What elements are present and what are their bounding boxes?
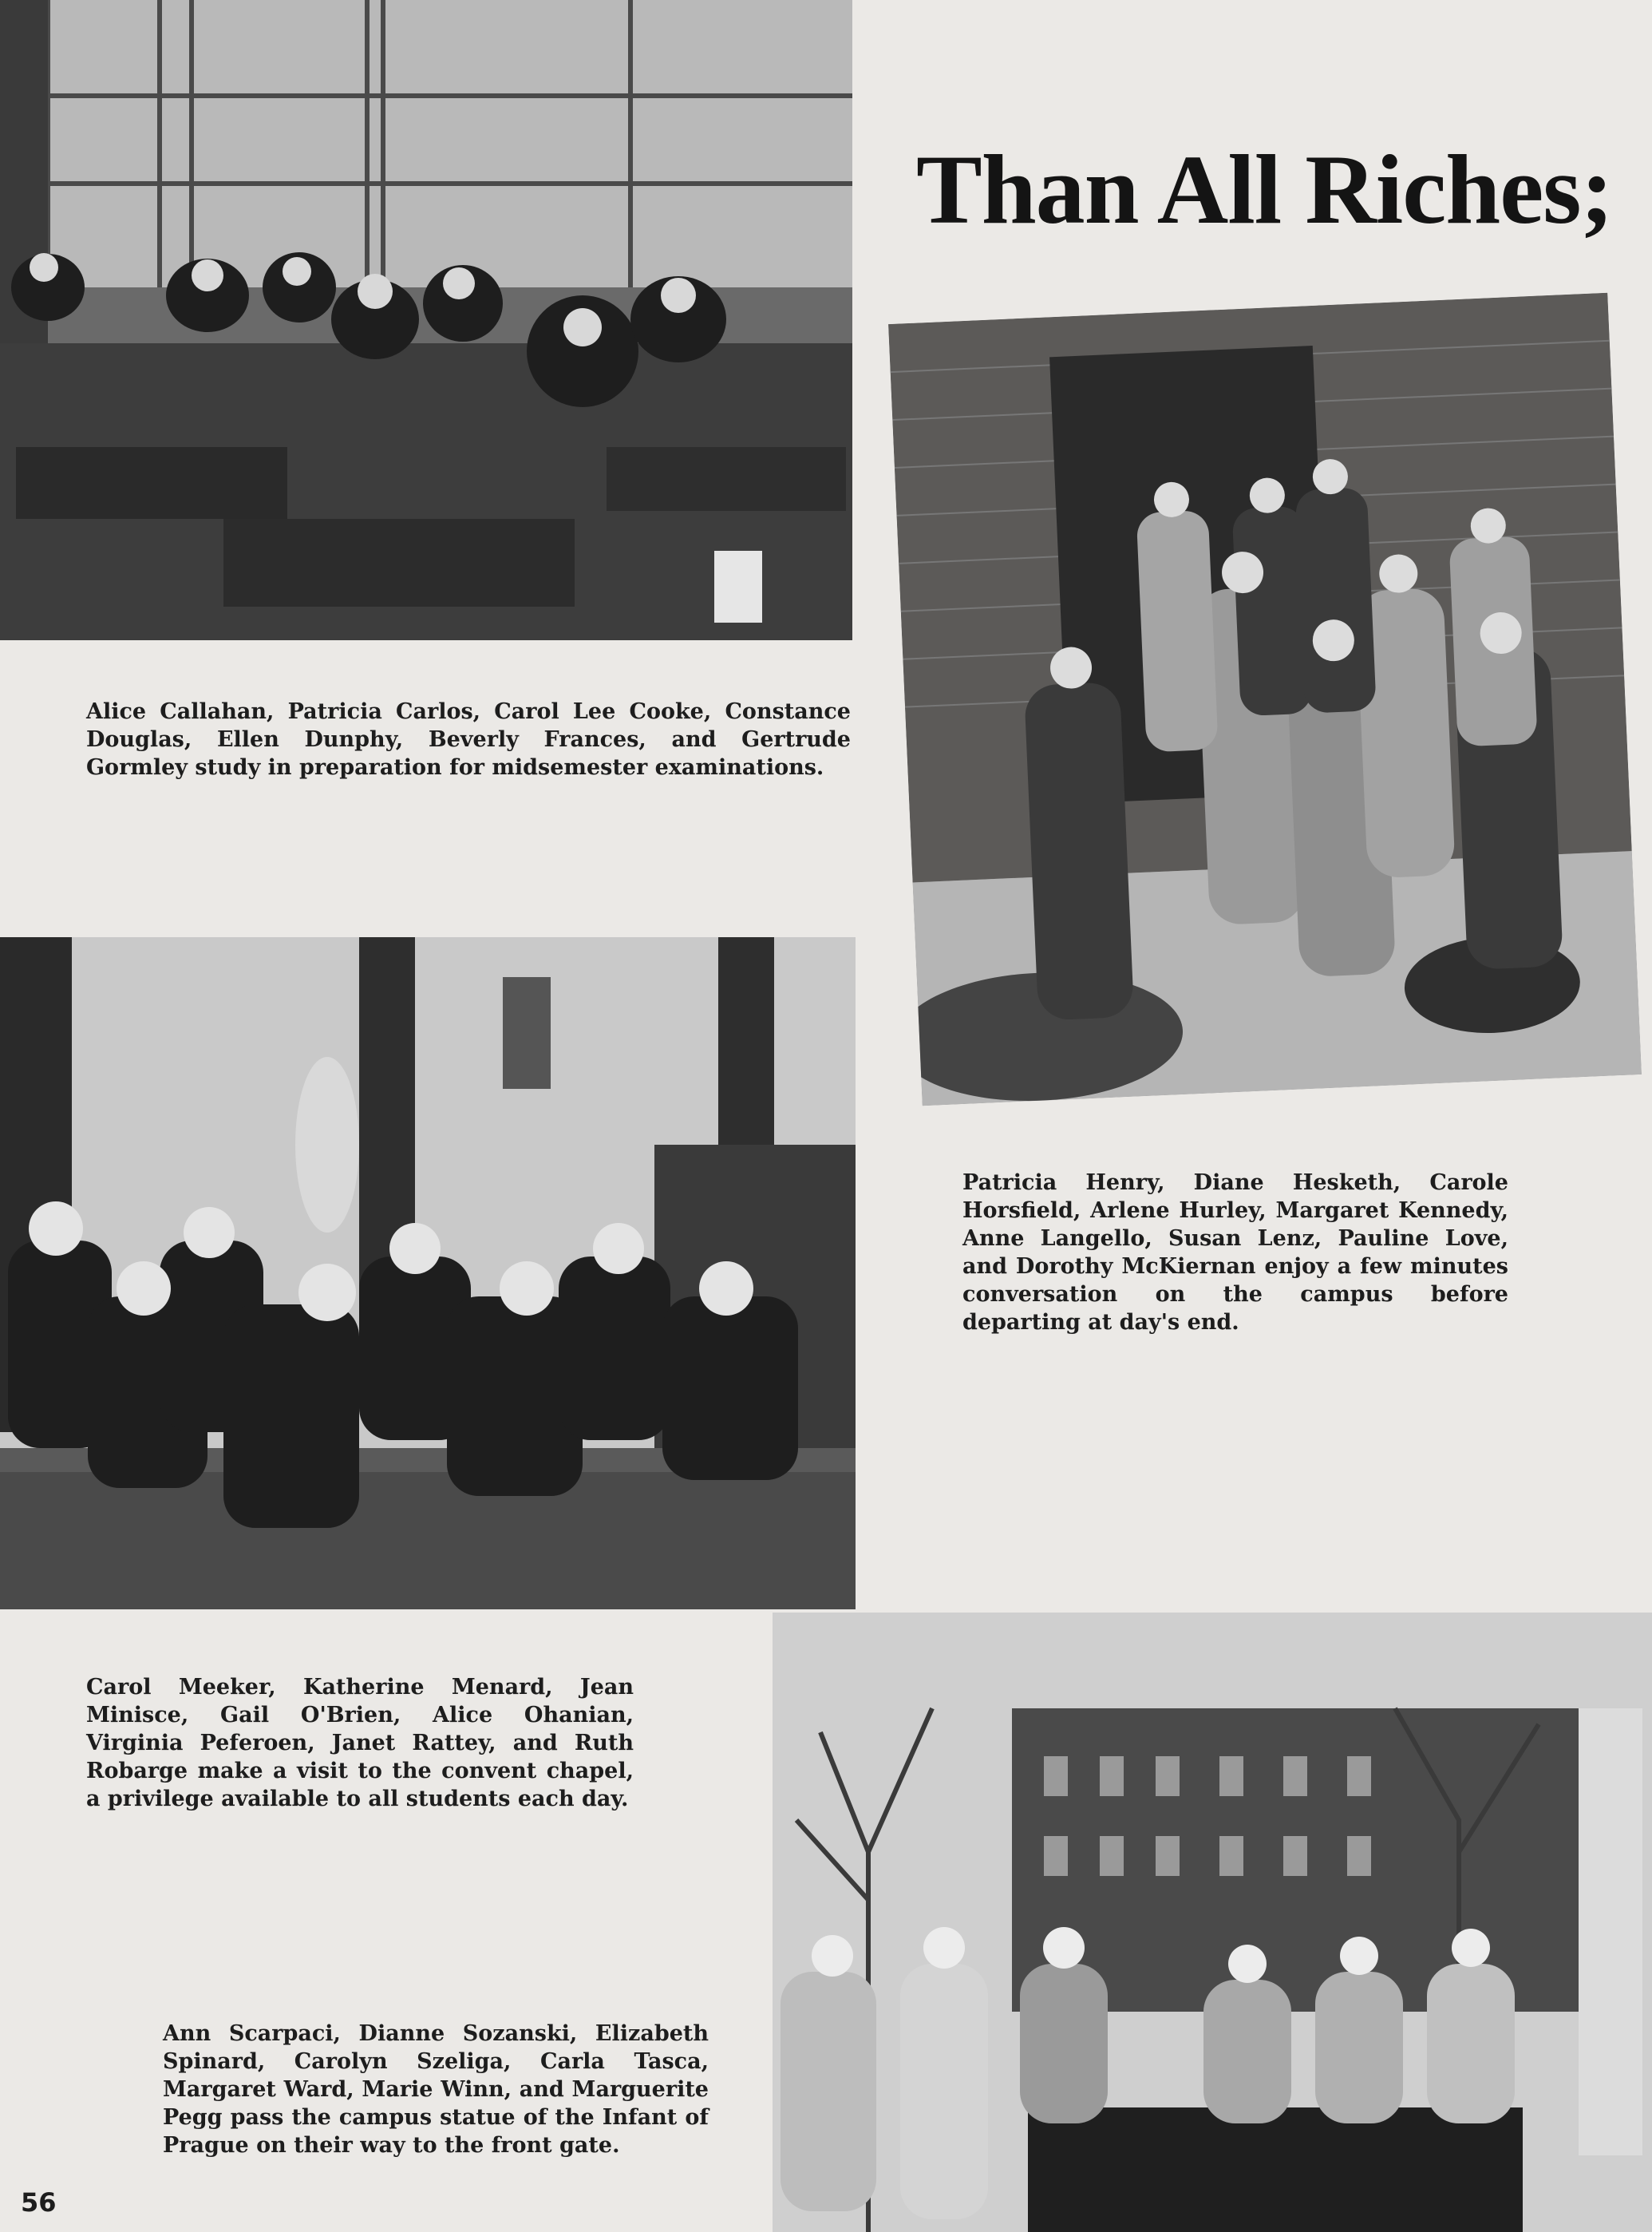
campus-conversation-photo [888,293,1642,1106]
infant-of-prague-photo [773,1613,1652,2232]
classroom-photo [0,0,852,640]
classroom-caption: Alice Callahan, Patricia Carlos, Carol Lee Cooke, Constance Douglas, Ellen Dunphy, Beverly Frances, and Gertrude Gormley study in preparation for midsemester examinations. [86,699,851,780]
infant-of-prague-caption: Ann Scarpaci, Dianne Sozanski, Elizabeth Spinard, Carolyn Szeliga, Carla Tasca, Margaret Ward, Marie Winn, and Marguerite Pegg pass the campus statue of the Infant of Prague on their way to the front gate. [163,2021,709,2158]
page-headline: Than All Riches; [916,135,1613,244]
campus-conversation-caption: Patricia Henry, Diane Hesketh, Carole Horsfield, Arlene Hurley, Margaret Kennedy, Anne Langello, Susan Lenz, Pauline Love, and Dorothy McKiernan enjoy a few minutes conversation on the campus before departing at day's end. [962,1170,1508,1335]
page-number: 56 [21,2187,57,2218]
convent-chapel-caption: Carol Meeker, Katherine Menard, Jean Minisce, Gail O'Brien, Alice Ohanian, Virginia Peferoen, Janet Rattey, and Ruth Robarge make a visit to the convent chapel, a privilege available to all students each day. [86,1675,634,1811]
convent-chapel-photo [0,937,856,1609]
